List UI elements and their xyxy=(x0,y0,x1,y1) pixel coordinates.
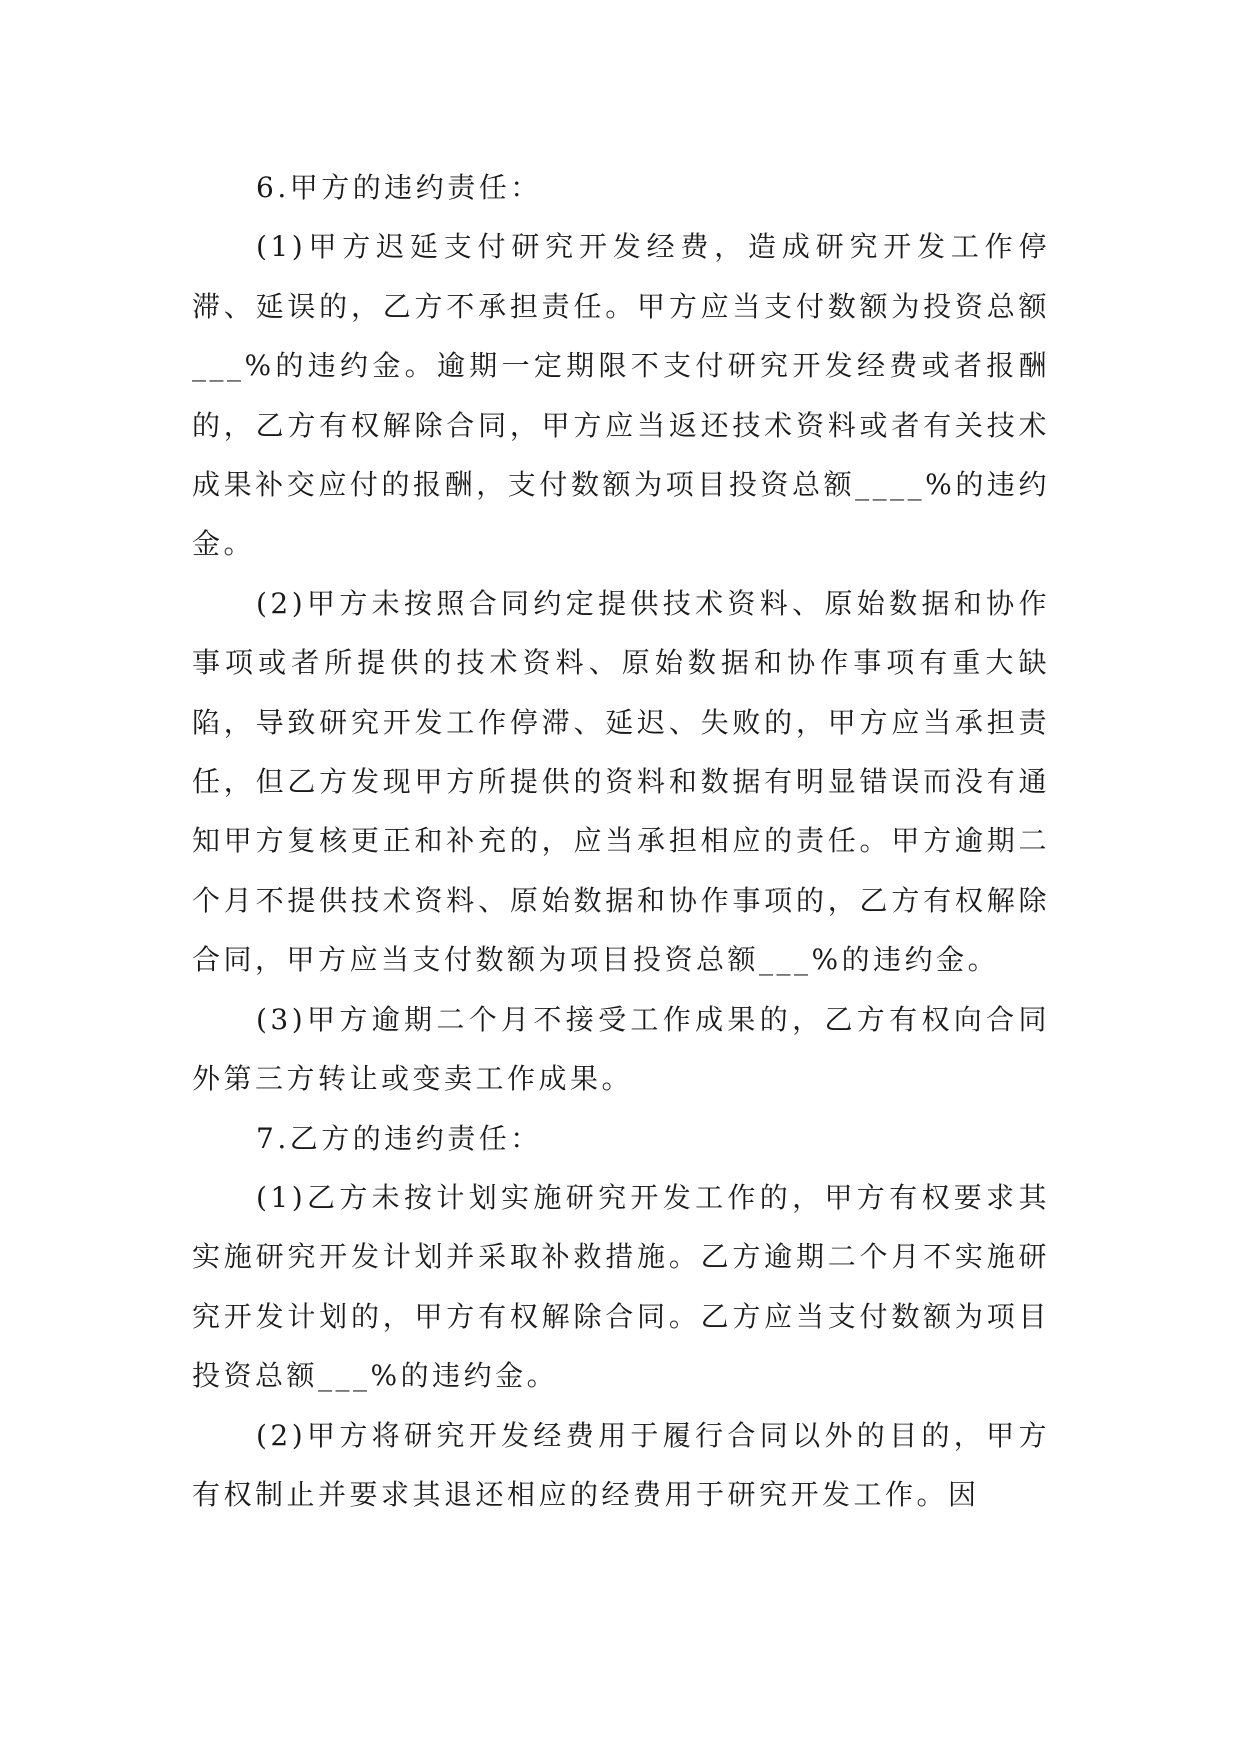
paragraph-7-1: (1)乙方未按计划实施研究开发工作的，甲方有权要求其实施研究开发计划并采取补救措施。乙方逾期二个月不实施研究开发计划的，甲方有权解除合同。乙方应当支付数额为项目投资总额___%的违约金。 xyxy=(192,1180,1050,1393)
section-7-heading: 7.乙方的违约责任： xyxy=(256,1121,542,1155)
paragraph-6-3: (3)甲方逾期二个月不接受工作成果的，乙方有权向合同外第三方转让或变卖工作成果。 xyxy=(192,1002,1050,1096)
paragraph-6-1: (1)甲方迟延支付研究开发经费，造成研究开发工作停滞、延误的，乙方不承担责任。甲方应当支付数额为投资总额___%的违约金。逾期一定期限不支付研究开发经费或者报酬的，乙方有权解除合同，甲方应当返还技术资料或者有关技术成果补交应付的报酬，支付数额为项目投资总额____%的违约金。 xyxy=(192,230,1050,561)
document-body xyxy=(192,158,1050,1524)
section-6-heading: 6.甲方的违约责任： xyxy=(256,171,542,204)
paragraph-7-2: (2)甲方将研究开发经费用于履行合同以外的目的，甲方有权制止并要求其退还相应的经费用于研究开发工作。因 xyxy=(192,1418,1050,1511)
paragraph-6-2: (2)甲方未按照合同约定提供技术资料、原始数据和协作事项或者所提供的技术资料、原始数据和协作事项有重大缺陷，导致研究开发工作停滞、延迟、失败的，甲方应当承担责任，但乙方发现甲方所提供的资料和数据有明显错误而没有通知甲方复核更正和补充的，应当承担相应的责任。甲方逾期二个月不提供技术资料、原始数据和协作事项的，乙方有权解除合同，甲方应当支付数额为项目投资总额___%的违约金。 xyxy=(192,586,1050,977)
